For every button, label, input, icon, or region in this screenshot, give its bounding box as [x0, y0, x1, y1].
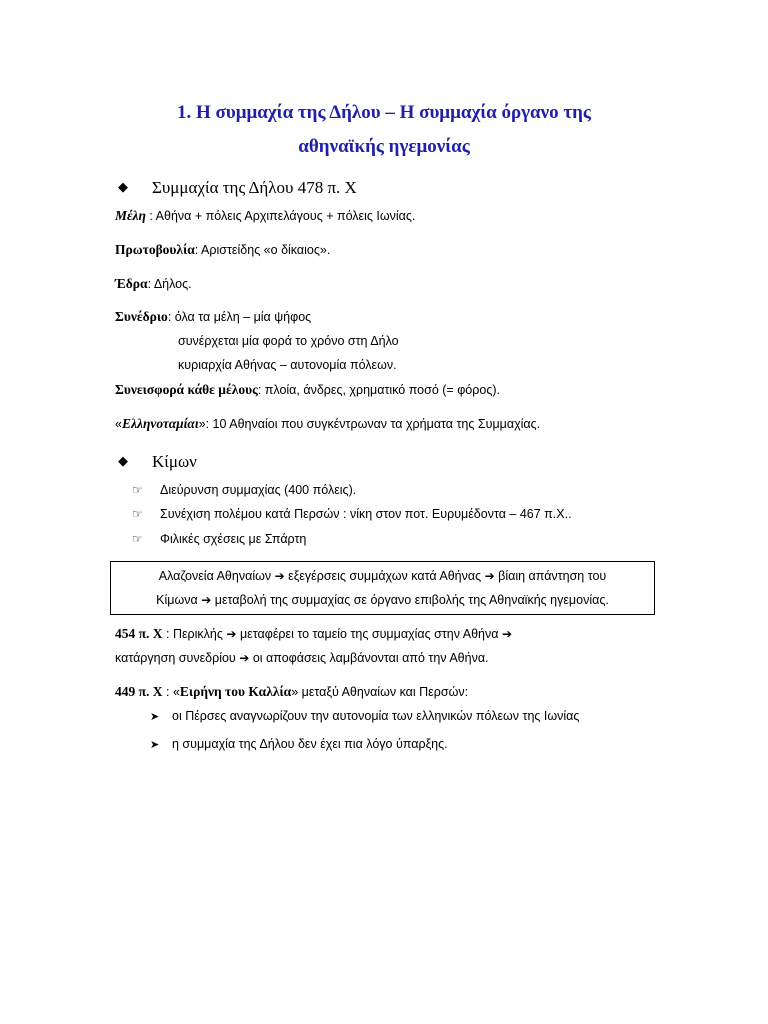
initiative-line [115, 242, 330, 258]
council-text-1: : όλα τα μέλη – μία ψήφος [167, 310, 312, 324]
event-454-date: 454 π. Χ [115, 626, 163, 641]
list-item-text: Διεύρυνση συμμαχίας (400 πόλεις). [160, 483, 357, 497]
arrow-icon: ➔ [226, 627, 237, 641]
list-item-text: Φιλικές σχέσεις με Σπάρτη [160, 532, 307, 546]
arrowhead-bullet-icon: ➤ [150, 739, 160, 751]
arrowhead-bullet-icon: ➤ [150, 711, 160, 723]
pointing-hand-icon: ☞ [132, 507, 143, 521]
highlight-box [110, 561, 655, 615]
contribution-label: Συνεισφορά κάθε μέλους [115, 382, 258, 397]
members-label: Μέλη [115, 208, 146, 223]
box-text: εξεγέρσεις συμμάχων κατά Αθήνας [288, 569, 482, 583]
contribution-text: : πλοία, άνδρες, χρηματικό ποσό (= φόρος). [257, 383, 500, 397]
event-449-line [115, 684, 468, 700]
event-449-date: 449 π. Χ [115, 684, 163, 699]
hellenotamiai-text: »: 10 Αθηναίοι που συγκέντρωναν τα χρήματα της Συμμαχίας. [198, 417, 541, 431]
hellenotamiai-line [115, 416, 540, 432]
hellenotamiai-label: Ελληνοταμίαι [121, 416, 199, 431]
members-line [115, 208, 415, 224]
box-text: Αλαζονεία Αθηναίων [158, 569, 272, 583]
arrow-icon: ➔ [274, 569, 285, 583]
list-item [150, 709, 579, 723]
highlight-box-line-2 [111, 588, 654, 612]
box-text: βίαιη απάντηση του [498, 569, 607, 583]
section-heading-delian-league [118, 178, 357, 198]
list-item-text: Συνέχιση πολέμου κατά Περσών : νίκη στον ποτ. Ευρυμέδοντα – 467 π.Χ.. [160, 507, 572, 521]
arrow-icon: ➔ [484, 569, 495, 583]
peace-of-callias: Ειρήνη του Καλλία [179, 684, 292, 699]
list-item [132, 483, 356, 497]
event-454-text: οι αποφάσεις λαμβάνονται από την Αθήνα. [252, 651, 489, 665]
event-454-line-1 [115, 626, 512, 642]
list-item [150, 737, 448, 751]
members-text: : Αθήνα + πόλεις Αρχιπελάγους + πόλεις Ιωνίας. [145, 209, 416, 223]
event-454-line-2 [115, 651, 489, 665]
council-line [115, 309, 311, 325]
arrow-icon: ➔ [201, 593, 212, 607]
pointing-hand-icon: ☞ [132, 532, 143, 546]
arrow-icon: ➔ [501, 627, 513, 641]
seat-text: : Δήλος. [147, 277, 192, 291]
contribution-line [115, 382, 500, 398]
section-heading-text: Κίμων [152, 452, 197, 471]
seat-label: Έδρα [115, 276, 148, 291]
box-text: μεταβολή της συμμαχίας σε όργανο επιβολής της Αθηναϊκής ηγεμονίας. [214, 593, 609, 607]
event-454-text: κατάργηση συνεδρίου [115, 651, 236, 665]
initiative-label: Πρωτοβουλία [115, 242, 195, 257]
list-item-text: οι Πέρσες αναγνωρίζουν την αυτονομία των ελληνικών πόλεων της Ιωνίας [172, 709, 580, 723]
page-title-line-1: 1. Η συμμαχία της Δήλου – Η συμμαχία όργανο της [177, 102, 591, 123]
highlight-box-line-1 [111, 564, 654, 588]
event-454-text: : Περικλής [162, 627, 223, 641]
list-item [132, 532, 306, 546]
list-item [132, 507, 572, 521]
page-title-line-2: αθηναϊκής ηγεμονίας [298, 136, 470, 157]
council-text-2: συνέρχεται μία φορά το χρόνο στη Δήλο [178, 334, 399, 348]
council-text-3: κυριαρχία Αθήνας – αυτονομία πόλεων. [178, 358, 397, 372]
event-449-text: : « [162, 685, 180, 699]
list-item-text: η συμμαχία της Δήλου δεν έχει πια λόγο ύπαρξης. [172, 737, 448, 751]
event-454-text: μεταφέρει το ταμείο της συμμαχίας στην Αθήνα [239, 627, 499, 641]
seat-line [115, 276, 192, 292]
initiative-text: : Αριστείδης «ο δίκαιος». [194, 243, 331, 257]
section-heading-text: Συμμαχία της Δήλου 478 π. Χ [152, 178, 357, 197]
diamond-bullet-icon: ◆ [118, 453, 128, 468]
hellenotamiai-open-quote: « [115, 417, 122, 431]
event-449-text: » μεταξύ Αθηναίων και Περσών: [291, 685, 469, 699]
diamond-bullet-icon: ◆ [118, 179, 128, 194]
section-heading-cimon [118, 452, 197, 472]
arrow-icon: ➔ [239, 651, 250, 665]
pointing-hand-icon: ☞ [132, 483, 143, 497]
council-label: Συνέδριο [115, 309, 168, 324]
box-text: Κίμωνα [156, 593, 198, 607]
